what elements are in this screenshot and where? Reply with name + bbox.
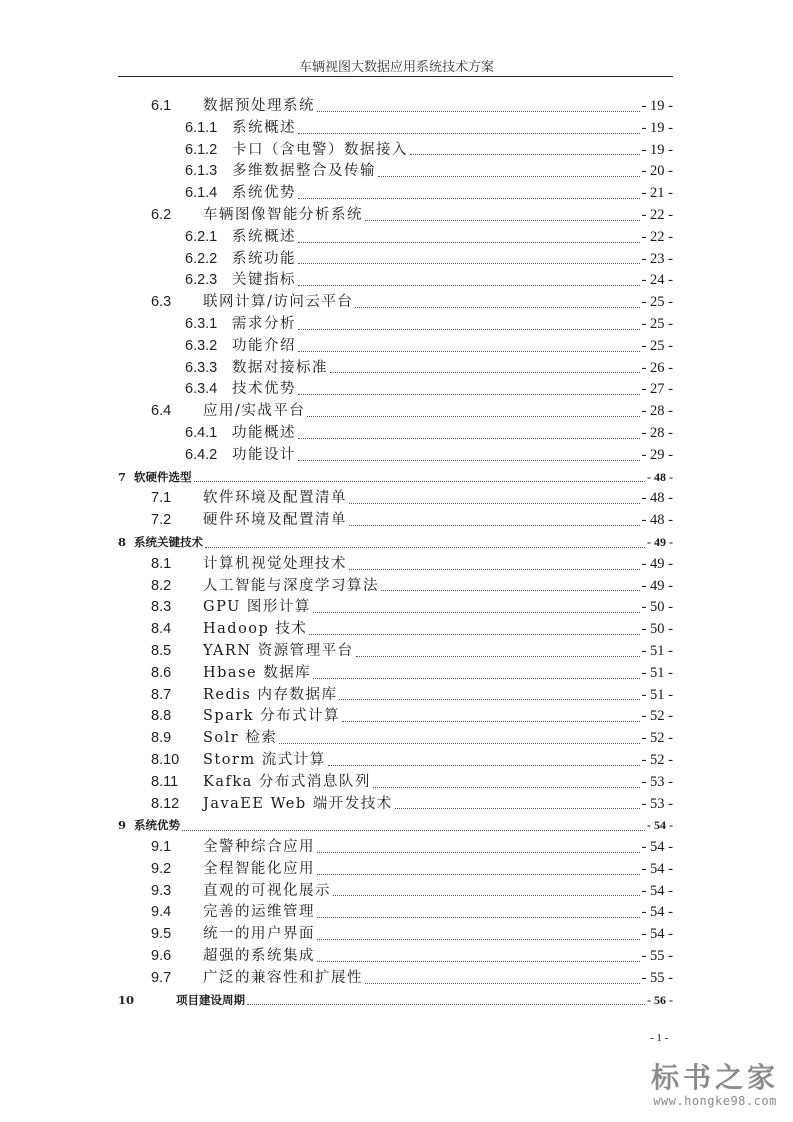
toc-dot-leader <box>342 721 639 722</box>
toc-entry[interactable] <box>118 728 673 750</box>
toc-entry-title: Storm 流式计算 <box>203 751 326 768</box>
toc-entry-number: 6.3.4 <box>185 381 218 398</box>
toc-dot-leader <box>317 874 640 875</box>
toc-entry-title: JavaEE Web 端开发技术 <box>203 795 393 812</box>
toc-entry-title: 项目建设周期 <box>176 992 245 1007</box>
toc-entry-page: - 20 - <box>641 163 673 180</box>
toc-entry-page: - 48 - <box>641 490 673 507</box>
toc-entry-title: Hbase 数据库 <box>203 664 312 681</box>
toc-entry[interactable] <box>118 467 673 489</box>
toc-entry-number: 8.2 <box>151 577 172 594</box>
toc-entry[interactable] <box>118 314 673 336</box>
toc-entry-title: 硬件环境及配置清单 <box>203 512 347 529</box>
toc-entry[interactable] <box>118 924 673 946</box>
toc-entry-number: 6.1.3 <box>185 163 218 180</box>
toc-entry-title: 系统优势 <box>232 185 296 202</box>
toc-entry-number: 8.6 <box>151 664 172 681</box>
toc-entry[interactable] <box>118 859 673 881</box>
toc-entry-title: GPU 图形计算 <box>203 599 311 616</box>
toc-dot-leader <box>298 394 640 395</box>
toc-entry[interactable] <box>118 358 673 380</box>
toc-dot-leader <box>307 416 639 417</box>
toc-entry-number: 9 <box>118 818 127 833</box>
toc-dot-leader <box>349 525 640 526</box>
toc-entry-title: 功能概述 <box>232 424 296 441</box>
toc-dot-leader <box>298 242 640 243</box>
toc-entry-number: 6.3.1 <box>185 315 218 332</box>
toc-entry-title: 软件环境及配置清单 <box>203 490 347 507</box>
toc-entry[interactable] <box>118 183 673 205</box>
toc-entry[interactable] <box>118 663 673 685</box>
toc-dot-leader <box>378 176 640 177</box>
toc-entry[interactable] <box>118 597 673 619</box>
toc-entry-page: - 53 - <box>641 795 673 812</box>
toc-entry-page: - 53 - <box>641 773 673 790</box>
toc-entry-title: 功能介绍 <box>232 337 296 354</box>
toc-entry-page: - 19 - <box>641 98 673 114</box>
toc-entry-number: 9.6 <box>151 948 172 965</box>
toc-entry-number: 9.7 <box>151 969 172 986</box>
toc-entry-page: - 28 - <box>641 424 673 441</box>
toc-dot-leader <box>313 612 640 613</box>
toc-entry-title: 全警种综合应用 <box>203 839 315 856</box>
toc-entry-title: Redis 内存数据库 <box>203 686 338 703</box>
table-of-contents <box>118 96 673 1011</box>
toc-entry[interactable] <box>118 576 673 598</box>
toc-entry-title: Hadoop 技术 <box>203 621 308 638</box>
toc-dot-leader <box>298 438 640 439</box>
toc-dot-leader <box>298 351 640 352</box>
toc-entry[interactable] <box>118 510 673 532</box>
toc-entry-page: - 49 - <box>641 577 673 594</box>
toc-entry-title: Kafka 分布式消息队列 <box>203 773 371 790</box>
toc-entry-number: 9.3 <box>151 882 172 899</box>
toc-entry-title: 计算机视觉处理技术 <box>203 555 347 572</box>
toc-entry-page: - 22 - <box>641 206 673 223</box>
toc-entry-title: 全程智能化应用 <box>203 860 315 877</box>
toc-entry[interactable] <box>118 379 673 401</box>
toc-entry-title: 系统概述 <box>232 119 296 136</box>
toc-entry-number: 6.1.4 <box>185 185 218 202</box>
toc-entry[interactable] <box>118 685 673 707</box>
toc-entry-number: 7 <box>118 469 127 484</box>
toc-dot-leader <box>317 939 640 940</box>
toc-entry-title: 联网计算/访问云平台 <box>203 294 354 311</box>
toc-entry-page: - 49 - <box>647 534 673 549</box>
toc-entry[interactable] <box>118 336 673 358</box>
toc-entry[interactable] <box>118 292 673 314</box>
header-divider <box>118 76 673 77</box>
toc-entry-page: - 26 - <box>641 359 673 376</box>
toc-dot-leader <box>298 198 640 199</box>
toc-entry-page: - 24 - <box>641 272 673 289</box>
toc-entry-page: - 21 - <box>641 185 673 202</box>
toc-dot-leader <box>205 547 645 548</box>
toc-entry[interactable] <box>118 445 673 467</box>
toc-entry-title: 完善的运维管理 <box>203 904 315 921</box>
toc-entry-title: 卡口（含电警）数据接入 <box>232 141 408 158</box>
toc-entry-page: - 52 - <box>641 730 673 747</box>
toc-entry[interactable] <box>118 205 673 227</box>
toc-entry-title: 数据预处理系统 <box>203 98 315 114</box>
toc-entry-title: 需求分析 <box>232 315 296 332</box>
toc-entry-title: 技术优势 <box>232 381 296 398</box>
toc-entry-number: 6.3.3 <box>185 359 218 376</box>
toc-entry-title: Spark 分布式计算 <box>203 708 341 725</box>
toc-dot-leader <box>330 372 640 373</box>
toc-entry-page: - 19 - <box>641 119 673 136</box>
toc-entry-title: 关键指标 <box>232 272 296 289</box>
toc-entry[interactable] <box>118 270 673 292</box>
toc-entry-page: - 28 - <box>641 403 673 420</box>
toc-entry-title: 超强的系统集成 <box>203 948 315 965</box>
toc-entry-number: 6.2.3 <box>185 272 218 289</box>
toc-entry-title: 人工智能与深度学习算法 <box>203 577 379 594</box>
toc-entry[interactable] <box>118 881 673 903</box>
toc-entry-number: 8.4 <box>151 621 172 638</box>
toc-entry-number: 8.3 <box>151 599 172 616</box>
toc-dot-leader <box>182 830 645 831</box>
toc-entry[interactable] <box>118 118 673 140</box>
toc-entry-title: 系统功能 <box>232 250 296 267</box>
toc-entry-number: 6.2.2 <box>185 250 218 267</box>
toc-entry[interactable] <box>118 772 673 794</box>
toc-dot-leader <box>298 133 640 134</box>
toc-entry[interactable] <box>118 968 673 990</box>
toc-entry-page: - 55 - <box>641 969 673 986</box>
toc-dot-leader <box>309 634 639 635</box>
toc-entry-page: - 49 - <box>641 555 673 572</box>
toc-dot-leader <box>365 983 640 984</box>
toc-entry-page: - 51 - <box>641 664 673 681</box>
toc-entry-number: 6.2 <box>151 206 172 223</box>
toc-entry-page: - 54 - <box>641 839 673 856</box>
toc-dot-leader <box>349 569 640 570</box>
toc-entry[interactable] <box>118 554 673 576</box>
toc-entry-number: 9.2 <box>151 860 172 877</box>
toc-entry-title: Solr 检索 <box>203 730 278 747</box>
toc-entry-title: 系统概述 <box>232 228 296 245</box>
watermark-url: www.hongke98.com <box>653 1094 777 1108</box>
toc-entry-title: 数据对接标准 <box>232 359 328 376</box>
toc-entry-number: 8.10 <box>151 751 180 768</box>
toc-entry[interactable] <box>118 902 673 924</box>
toc-entry-number: 7.1 <box>151 490 172 507</box>
toc-dot-leader <box>247 1004 645 1005</box>
toc-entry-number: 6.4.2 <box>185 446 218 463</box>
toc-entry[interactable] <box>118 140 673 162</box>
toc-entry-page: - 50 - <box>641 599 673 616</box>
toc-dot-leader <box>313 678 639 679</box>
toc-entry-number: 6.2.1 <box>185 228 218 245</box>
toc-entry[interactable] <box>118 161 673 183</box>
toc-entry[interactable] <box>118 815 673 837</box>
toc-dot-leader <box>328 765 640 766</box>
toc-entry-page: - 52 - <box>641 708 673 725</box>
toc-entry[interactable] <box>118 641 673 663</box>
toc-entry[interactable] <box>118 227 673 249</box>
toc-entry-number: 6.1.2 <box>185 141 218 158</box>
toc-entry-page: - 54 - <box>641 882 673 899</box>
toc-dot-leader <box>333 895 640 896</box>
toc-entry-page: - 55 - <box>641 948 673 965</box>
toc-entry-page: - 50 - <box>641 621 673 638</box>
toc-entry[interactable] <box>118 990 673 1012</box>
toc-entry[interactable] <box>118 837 673 859</box>
toc-entry-page: - 48 - <box>641 512 673 529</box>
toc-entry-page: - 54 - <box>641 904 673 921</box>
toc-entry-number: 8.8 <box>151 708 172 725</box>
toc-dot-leader <box>298 263 640 264</box>
toc-entry-page: - 51 - <box>641 642 673 659</box>
toc-entry-number: 8.12 <box>151 795 180 812</box>
toc-entry-number: 6.3.2 <box>185 337 218 354</box>
toc-entry-number: 8.9 <box>151 730 172 747</box>
toc-dot-leader <box>410 154 640 155</box>
toc-dot-leader <box>355 307 639 308</box>
toc-entry-page: - 23 - <box>641 250 673 267</box>
toc-dot-leader <box>194 481 646 482</box>
toc-dot-leader <box>317 917 640 918</box>
toc-entry-page: - 51 - <box>641 686 673 703</box>
toc-entry-number: 6.4.1 <box>185 424 218 441</box>
toc-entry[interactable] <box>118 619 673 641</box>
toc-entry[interactable] <box>118 423 673 445</box>
toc-dot-leader <box>381 590 640 591</box>
toc-entry-title: 系统优势 <box>134 818 180 833</box>
toc-dot-leader <box>298 460 640 461</box>
toc-entry-title: 功能设计 <box>232 446 296 463</box>
toc-dot-leader <box>298 285 640 286</box>
toc-entry-page: - 25 - <box>641 337 673 354</box>
toc-entry-page: - 54 - <box>647 818 673 833</box>
toc-entry-title: 软硬件选型 <box>134 469 192 484</box>
toc-entry-number: 10 <box>118 992 135 1007</box>
toc-entry[interactable] <box>118 401 673 423</box>
toc-entry[interactable] <box>118 794 673 816</box>
toc-dot-leader <box>356 656 640 657</box>
toc-entry-title: 广泛的兼容性和扩展性 <box>203 969 363 986</box>
toc-entry-title: 多维数据整合及传输 <box>232 163 376 180</box>
watermark <box>640 1062 790 1108</box>
toc-entry-title: 直观的可视化展示 <box>203 882 331 899</box>
toc-entry[interactable] <box>118 946 673 968</box>
toc-entry-number: 9.4 <box>151 904 172 921</box>
toc-entry-number: 9.1 <box>151 839 172 856</box>
toc-entry-number: 8.7 <box>151 686 172 703</box>
toc-entry-number: 8 <box>118 534 127 549</box>
toc-entry-number: 6.1.1 <box>185 119 218 136</box>
watermark-logo: 标书之家 <box>650 1061 779 1094</box>
toc-entry-page: - 29 - <box>641 446 673 463</box>
toc-dot-leader <box>365 220 640 221</box>
toc-entry-page: - 54 - <box>641 860 673 877</box>
toc-entry-page: - 52 - <box>641 751 673 768</box>
toc-entry-number: 8.5 <box>151 642 172 659</box>
toc-entry[interactable] <box>118 532 673 554</box>
toc-dot-leader <box>339 699 639 700</box>
toc-dot-leader <box>317 852 640 853</box>
toc-dot-leader <box>373 787 640 788</box>
toc-entry-title: 车辆图像智能分析系统 <box>203 206 363 223</box>
toc-entry[interactable] <box>118 488 673 510</box>
toc-entry-number: 6.1 <box>151 98 172 114</box>
toc-entry-page: - 25 - <box>641 294 673 311</box>
toc-entry-number: 6.3 <box>151 294 172 311</box>
toc-entry-number: 6.4 <box>151 403 172 420</box>
toc-dot-leader <box>349 503 640 504</box>
toc-dot-leader <box>279 743 639 744</box>
toc-dot-leader <box>317 111 640 112</box>
toc-entry-title: YARN 资源管理平台 <box>203 642 354 659</box>
toc-entry[interactable] <box>118 249 673 271</box>
toc-entry-page: - 56 - <box>647 992 673 1007</box>
document-header-title: 车辆视图大数据应用系统技术方案 <box>298 60 494 75</box>
toc-entry-page: - 25 - <box>641 315 673 332</box>
toc-entry-page: - 22 - <box>641 228 673 245</box>
toc-entry[interactable] <box>118 706 673 728</box>
toc-entry-number: 8.1 <box>151 555 172 572</box>
toc-dot-leader <box>395 808 640 809</box>
toc-entry-page: - 48 - <box>647 469 673 484</box>
toc-entry-title: 系统关键技术 <box>134 534 203 549</box>
toc-entry[interactable] <box>118 750 673 772</box>
toc-entry-page: - 54 - <box>641 926 673 943</box>
toc-entry-number: 8.11 <box>151 773 179 790</box>
page-number: - 1 - <box>650 1032 669 1044</box>
toc-entry-page: - 19 - <box>641 141 673 158</box>
toc-dot-leader <box>298 329 640 330</box>
toc-dot-leader <box>317 961 640 962</box>
toc-entry-number: 7.2 <box>151 512 172 529</box>
toc-entry-number: 9.5 <box>151 926 172 943</box>
toc-entry-page: - 27 - <box>641 381 673 398</box>
toc-entry[interactable] <box>118 96 673 118</box>
toc-entry-title: 统一的用户界面 <box>203 926 315 943</box>
toc-entry-title: 应用/实战平台 <box>203 403 306 420</box>
